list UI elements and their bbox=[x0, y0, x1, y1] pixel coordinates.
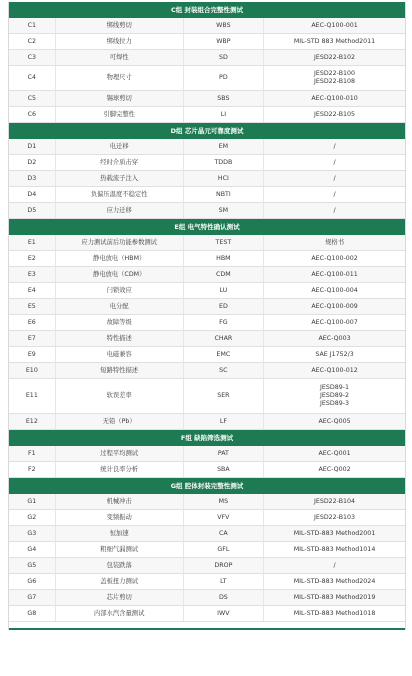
item-name: 可焊性 bbox=[56, 50, 184, 65]
item-abbr: WBS bbox=[184, 18, 264, 33]
item-name: 电迁移 bbox=[56, 139, 184, 154]
item-abbr: HBM bbox=[184, 251, 264, 266]
table-row bbox=[9, 299, 405, 315]
table-row bbox=[9, 171, 405, 187]
item-id: E2 bbox=[9, 251, 56, 266]
item-abbr: LI bbox=[184, 107, 264, 122]
item-abbr: CDM bbox=[184, 267, 264, 282]
item-abbr: LF bbox=[184, 414, 264, 429]
item-standard: / bbox=[333, 190, 336, 198]
item-standard: MIL-STD 883 Method2011 bbox=[293, 37, 376, 45]
item-standard: / bbox=[333, 174, 336, 182]
item-abbr: EM bbox=[184, 139, 264, 154]
item-abbr: SM bbox=[184, 203, 264, 218]
item-id: D1 bbox=[9, 139, 56, 154]
item-standard: 规格书 bbox=[325, 238, 344, 246]
item-id: E7 bbox=[9, 331, 56, 346]
item-name: 应力迁移 bbox=[56, 203, 184, 218]
item-name: 过程平均测试 bbox=[56, 446, 184, 461]
table-row bbox=[9, 331, 405, 347]
table-row bbox=[9, 414, 405, 430]
table-row bbox=[9, 315, 405, 331]
item-abbr: CHAR bbox=[184, 331, 264, 346]
table-row bbox=[9, 267, 405, 283]
item-id: D2 bbox=[9, 155, 56, 170]
section-1 bbox=[9, 123, 405, 219]
item-standard: MIL-STD-883 Method2019 bbox=[293, 593, 376, 601]
item-id: G1 bbox=[9, 494, 56, 509]
item-id: C1 bbox=[9, 18, 56, 33]
item-standard: JESD22-B103 bbox=[313, 513, 356, 521]
item-abbr: PD bbox=[184, 66, 264, 90]
item-id: E6 bbox=[9, 315, 56, 330]
item-standard: JESD22-B105 bbox=[313, 110, 356, 118]
item-standard: JESD22-B102 bbox=[313, 53, 356, 61]
item-name: 机械冲击 bbox=[56, 494, 184, 509]
item-standard: AEC-Q100-002 bbox=[311, 254, 358, 262]
table-row bbox=[9, 283, 405, 299]
item-id: E4 bbox=[9, 283, 56, 298]
item-standard: MIL-STD-883 Method1014 bbox=[293, 545, 376, 553]
item-name: 变频振动 bbox=[56, 510, 184, 525]
item-abbr: PAT bbox=[184, 446, 264, 461]
item-abbr: LT bbox=[184, 574, 264, 589]
table-row bbox=[9, 251, 405, 267]
table-row bbox=[9, 542, 405, 558]
item-name: 应力测试前后功能参数测试 bbox=[56, 235, 184, 250]
section-header: D组 芯片晶元可靠度测试 bbox=[9, 123, 405, 139]
table-row bbox=[9, 494, 405, 510]
item-name: 粗细气漏测试 bbox=[56, 542, 184, 557]
table-row bbox=[9, 590, 405, 606]
table-row bbox=[9, 139, 405, 155]
item-name: 盖板扭力测试 bbox=[56, 574, 184, 589]
item-standard: / bbox=[333, 561, 336, 569]
item-standard: AEC-Q100-010 bbox=[311, 94, 358, 102]
item-abbr: HCI bbox=[184, 171, 264, 186]
item-id: C3 bbox=[9, 50, 56, 65]
item-abbr: WBP bbox=[184, 34, 264, 49]
table-row bbox=[9, 446, 405, 462]
table-row bbox=[9, 526, 405, 542]
table-row bbox=[9, 347, 405, 363]
item-name: 锡球剪切 bbox=[56, 91, 184, 106]
item-id: G8 bbox=[9, 606, 56, 621]
item-standard: / bbox=[333, 142, 336, 150]
table-row bbox=[9, 235, 405, 251]
item-abbr: SER bbox=[184, 379, 264, 413]
item-name: 经时介质击穿 bbox=[56, 155, 184, 170]
section-3 bbox=[9, 430, 405, 478]
table-row bbox=[9, 18, 405, 34]
item-name: 静电放电（HBM） bbox=[56, 251, 184, 266]
table-row bbox=[9, 379, 405, 414]
item-standard: JESD22-B100 JESD22-B108 bbox=[313, 70, 356, 85]
item-standard: AEC-Q100-004 bbox=[311, 286, 358, 294]
item-id: C5 bbox=[9, 91, 56, 106]
item-id: D5 bbox=[9, 203, 56, 218]
section-body bbox=[9, 235, 405, 430]
item-standard: AEC-Q005 bbox=[318, 417, 351, 425]
item-abbr: TDDB bbox=[184, 155, 264, 170]
item-standard: AEC-Q100-011 bbox=[311, 270, 358, 278]
item-id: G5 bbox=[9, 558, 56, 573]
item-id: D4 bbox=[9, 187, 56, 202]
item-id: D3 bbox=[9, 171, 56, 186]
item-id: E9 bbox=[9, 347, 56, 362]
table-row bbox=[9, 50, 405, 66]
item-name: 无铅（Pb） bbox=[56, 414, 184, 429]
item-name: 物理尺寸 bbox=[56, 66, 184, 90]
item-abbr: GFL bbox=[184, 542, 264, 557]
table-row bbox=[9, 187, 405, 203]
table-row bbox=[9, 66, 405, 91]
item-id: E5 bbox=[9, 299, 56, 314]
item-id: E1 bbox=[9, 235, 56, 250]
section-header: G组 腔体封装完整性测试 bbox=[9, 478, 405, 494]
item-id: G3 bbox=[9, 526, 56, 541]
item-abbr: CA bbox=[184, 526, 264, 541]
item-id: F2 bbox=[9, 462, 56, 477]
table-row bbox=[9, 34, 405, 50]
item-standard: SAE J1752/3 bbox=[315, 350, 354, 358]
item-name: 绑线剪切 bbox=[56, 18, 184, 33]
test-items-table bbox=[8, 2, 406, 630]
table-row bbox=[9, 155, 405, 171]
item-standard: MIL-STD-883 Method2024 bbox=[293, 577, 376, 585]
item-abbr: FG bbox=[184, 315, 264, 330]
item-abbr: DROP bbox=[184, 558, 264, 573]
item-standard: AEC-Q100-007 bbox=[311, 318, 358, 326]
table-row bbox=[9, 510, 405, 526]
item-standard: JESD89-1 JESD89-2 JESD89-3 bbox=[320, 384, 350, 407]
item-name: 静电放电（CDM） bbox=[56, 267, 184, 282]
item-abbr: IWV bbox=[184, 606, 264, 621]
item-standard: MIL-STD-883 Method2001 bbox=[293, 529, 376, 537]
item-name: 引脚完整性 bbox=[56, 107, 184, 122]
section-body bbox=[9, 446, 405, 478]
table-row bbox=[9, 363, 405, 379]
section-header: C组 封装组合完整性测试 bbox=[9, 2, 405, 18]
item-name: 电磁兼容 bbox=[56, 347, 184, 362]
item-name: 闩锁效应 bbox=[56, 283, 184, 298]
item-name: 故障等级 bbox=[56, 315, 184, 330]
table-row bbox=[9, 462, 405, 478]
item-id: G7 bbox=[9, 590, 56, 605]
item-name: 短路特性描述 bbox=[56, 363, 184, 378]
item-name: 特性描述 bbox=[56, 331, 184, 346]
item-name: 芯片剪切 bbox=[56, 590, 184, 605]
item-abbr: SBS bbox=[184, 91, 264, 106]
item-abbr: ED bbox=[184, 299, 264, 314]
item-abbr: MS bbox=[184, 494, 264, 509]
item-id: E11 bbox=[9, 379, 56, 413]
item-standard: AEC-Q003 bbox=[318, 334, 351, 342]
item-standard: JESD22-B104 bbox=[313, 497, 356, 505]
item-id: C4 bbox=[9, 66, 56, 90]
item-abbr: VFV bbox=[184, 510, 264, 525]
item-standard: AEC-Q100-009 bbox=[311, 302, 358, 310]
item-name: 负偏压温度不稳定性 bbox=[56, 187, 184, 202]
item-name: 统计良率分析 bbox=[56, 462, 184, 477]
item-id: G4 bbox=[9, 542, 56, 557]
section-header: E组 电气特性确认测试 bbox=[9, 219, 405, 235]
section-2 bbox=[9, 219, 405, 430]
item-name: 绑线拉力 bbox=[56, 34, 184, 49]
item-id: G2 bbox=[9, 510, 56, 525]
item-name: 电分配 bbox=[56, 299, 184, 314]
item-abbr: LU bbox=[184, 283, 264, 298]
section-body bbox=[9, 139, 405, 219]
item-id: E10 bbox=[9, 363, 56, 378]
table-row bbox=[9, 558, 405, 574]
table-row bbox=[9, 574, 405, 590]
item-id: C2 bbox=[9, 34, 56, 49]
item-name: 热载流子注入 bbox=[56, 171, 184, 186]
section-body bbox=[9, 494, 405, 622]
item-abbr: NBTI bbox=[184, 187, 264, 202]
item-name: 恒加速 bbox=[56, 526, 184, 541]
section-body bbox=[9, 18, 405, 123]
item-abbr: SBA bbox=[184, 462, 264, 477]
table-row bbox=[9, 203, 405, 219]
item-id: E3 bbox=[9, 267, 56, 282]
item-id: C6 bbox=[9, 107, 56, 122]
item-standard: AEC-Q002 bbox=[318, 465, 351, 473]
item-id: F1 bbox=[9, 446, 56, 461]
item-abbr: TEST bbox=[184, 235, 264, 250]
item-abbr: SD bbox=[184, 50, 264, 65]
item-standard: MIL-STD-883 Method1018 bbox=[293, 609, 376, 617]
item-standard: / bbox=[333, 158, 336, 166]
table-row bbox=[9, 91, 405, 107]
table-row bbox=[9, 606, 405, 622]
item-standard: AEC-Q100-001 bbox=[311, 21, 358, 29]
section-4 bbox=[9, 478, 405, 622]
item-abbr: DS bbox=[184, 590, 264, 605]
item-standard: AEC-Q100-012 bbox=[311, 366, 358, 374]
item-abbr: SC bbox=[184, 363, 264, 378]
item-name: 内部水汽含量测试 bbox=[56, 606, 184, 621]
item-standard: / bbox=[333, 206, 336, 214]
item-abbr: EMC bbox=[184, 347, 264, 362]
item-id: E12 bbox=[9, 414, 56, 429]
item-name: 软误差率 bbox=[56, 379, 184, 413]
item-standard: AEC-Q001 bbox=[318, 449, 351, 457]
item-id: G6 bbox=[9, 574, 56, 589]
section-header: F组 缺陷筛选测试 bbox=[9, 430, 405, 446]
item-name: 包装跌落 bbox=[56, 558, 184, 573]
bottom-divider bbox=[9, 628, 405, 630]
table-row bbox=[9, 107, 405, 123]
section-0 bbox=[9, 2, 405, 123]
